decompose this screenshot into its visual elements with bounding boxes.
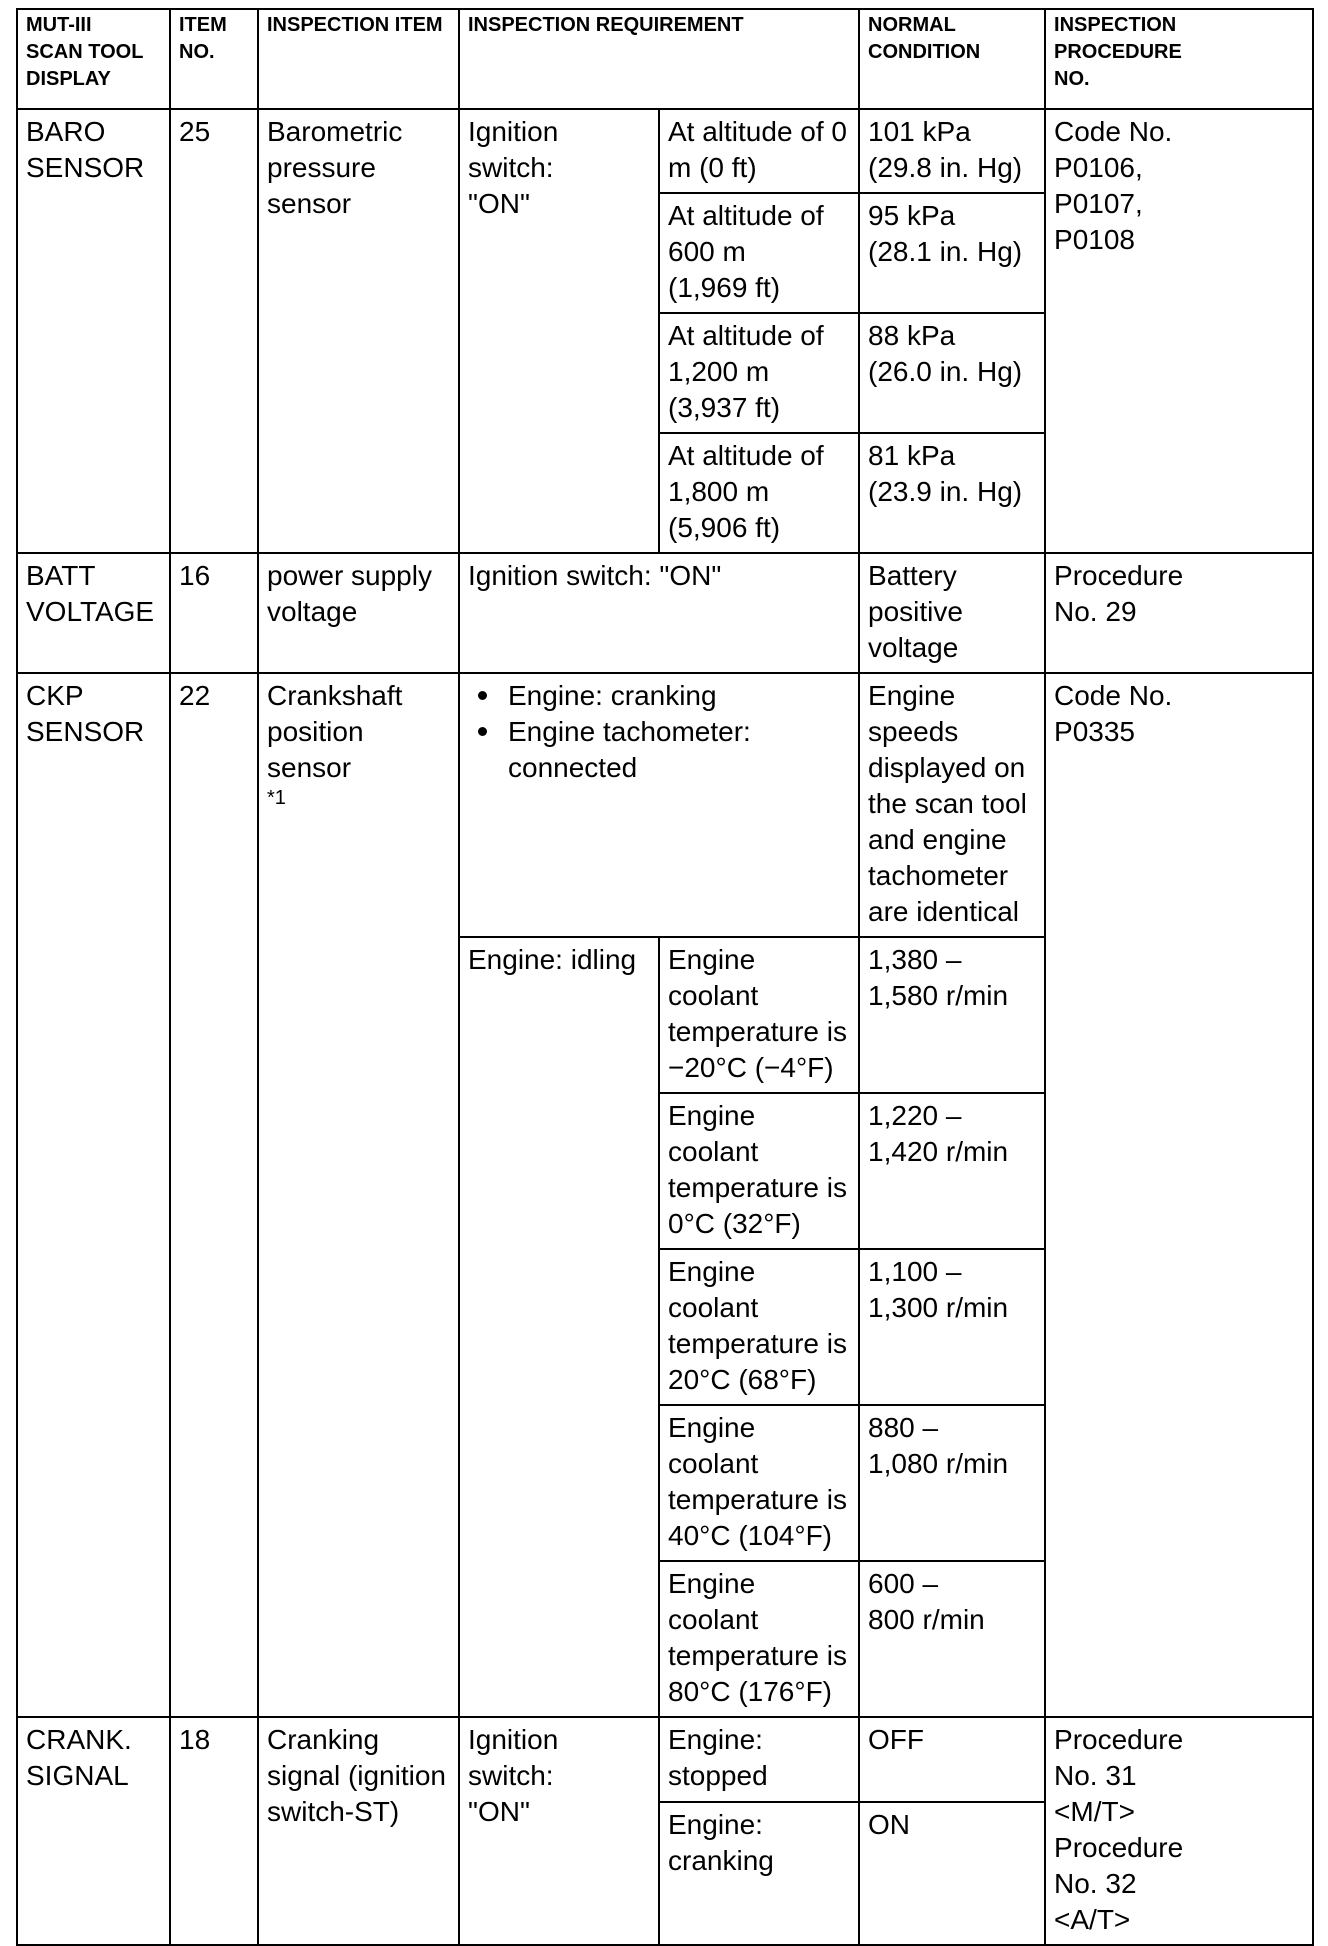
normal-condition-cell: ON [859, 1802, 1045, 1945]
normal-condition-cell: 95 kPa (28.1 in. Hg) [859, 193, 1045, 313]
condition-cell: Engine coolant temperature is 80°C (176°F) [659, 1561, 859, 1717]
normal-condition-cell: 600 – 800 r/min [859, 1561, 1045, 1717]
item-no-cell: 25 [170, 109, 258, 553]
scan-tool-display-cell: CKP SENSOR [17, 673, 170, 1717]
requirement-cell: Engine: idling [459, 937, 659, 1717]
header-inspection-item: INSPECTION ITEM [258, 9, 459, 109]
requirement-cell: Ignition switch: "ON" [459, 553, 859, 673]
normal-condition-cell: OFF [859, 1717, 1045, 1802]
item-no-cell: 16 [170, 553, 258, 673]
condition-cell: At altitude of 1,800 m (5,906 ft) [659, 433, 859, 553]
normal-condition-cell: Engine speeds displayed on the scan tool and engine tachometer are identical [859, 673, 1045, 937]
condition-cell: Engine coolant temperature is 20°C (68°F) [659, 1249, 859, 1405]
normal-condition-cell: 1,380 – 1,580 r/min [859, 937, 1045, 1093]
normal-condition-cell: 1,220 – 1,420 r/min [859, 1093, 1045, 1249]
item-no-cell: 22 [170, 673, 258, 1717]
table-row [17, 109, 1313, 193]
header-scan-tool-display: MUT-III SCAN TOOL DISPLAY [17, 9, 170, 109]
condition-cell: Engine coolant temperature is 40°C (104°F) [659, 1405, 859, 1561]
normal-condition-cell: 880 – 1,080 r/min [859, 1405, 1045, 1561]
inspection-item-cell: Cranking signal (ignition switch-ST) [258, 1717, 459, 1945]
normal-condition-cell: 88 kPa (26.0 in. Hg) [859, 313, 1045, 433]
inspection-item-cell: Barometric pressure sensor [258, 109, 459, 553]
scan-tool-display-cell: CRANK. SIGNAL [17, 1717, 170, 1945]
normal-condition-cell: 101 kPa (29.8 in. Hg) [859, 109, 1045, 193]
normal-condition-cell: 81 kPa (23.9 in. Hg) [859, 433, 1045, 553]
requirement-bullet-list [468, 678, 850, 786]
requirement-cell [459, 673, 859, 937]
procedure-cell: Code No. P0106, P0107, P0108 [1045, 109, 1313, 553]
inspection-item-text: Crankshaft position sensor [267, 680, 403, 783]
table-row [17, 1717, 1313, 1802]
inspection-item-cell [258, 673, 459, 1717]
table-row [17, 553, 1313, 673]
header-inspection-procedure: INSPECTION PROCEDURE NO. [1045, 9, 1313, 109]
condition-cell: At altitude of 0 m (0 ft) [659, 109, 859, 193]
header-inspection-requirement: INSPECTION REQUIREMENT [459, 9, 859, 109]
list-item: Engine tachometer: connected [508, 714, 850, 786]
footnote-marker: *1 [267, 787, 286, 809]
header-normal-condition: NORMAL CONDITION [859, 9, 1045, 109]
table-row [17, 673, 1313, 937]
header-item-no: ITEM NO. [170, 9, 258, 109]
inspection-item-cell: power supply voltage [258, 553, 459, 673]
requirement-cell: Ignition switch: "ON" [459, 109, 659, 553]
condition-cell: At altitude of 600 m (1,969 ft) [659, 193, 859, 313]
page [16, 8, 1312, 1946]
list-item: Engine: cranking [508, 678, 850, 714]
normal-condition-cell: Battery positive voltage [859, 553, 1045, 673]
procedure-cell: Code No. P0335 [1045, 673, 1313, 1717]
requirement-cell: Ignition switch: "ON" [459, 1717, 659, 1945]
condition-cell: Engine coolant temperature is −20°C (−4°F) [659, 937, 859, 1093]
procedure-cell: Procedure No. 31 <M/T> Procedure No. 32 <A/T> [1045, 1717, 1313, 1945]
condition-cell: Engine: cranking [659, 1802, 859, 1945]
item-no-cell: 18 [170, 1717, 258, 1945]
inspection-table [16, 8, 1314, 1946]
scan-tool-display-cell: BARO SENSOR [17, 109, 170, 553]
procedure-cell: Procedure No. 29 [1045, 553, 1313, 673]
scan-tool-display-cell: BATT VOLTAGE [17, 553, 170, 673]
normal-condition-cell: 1,100 – 1,300 r/min [859, 1249, 1045, 1405]
condition-cell: At altitude of 1,200 m (3,937 ft) [659, 313, 859, 433]
header-row [17, 9, 1313, 109]
condition-cell: Engine coolant temperature is 0°C (32°F) [659, 1093, 859, 1249]
condition-cell: Engine: stopped [659, 1717, 859, 1802]
